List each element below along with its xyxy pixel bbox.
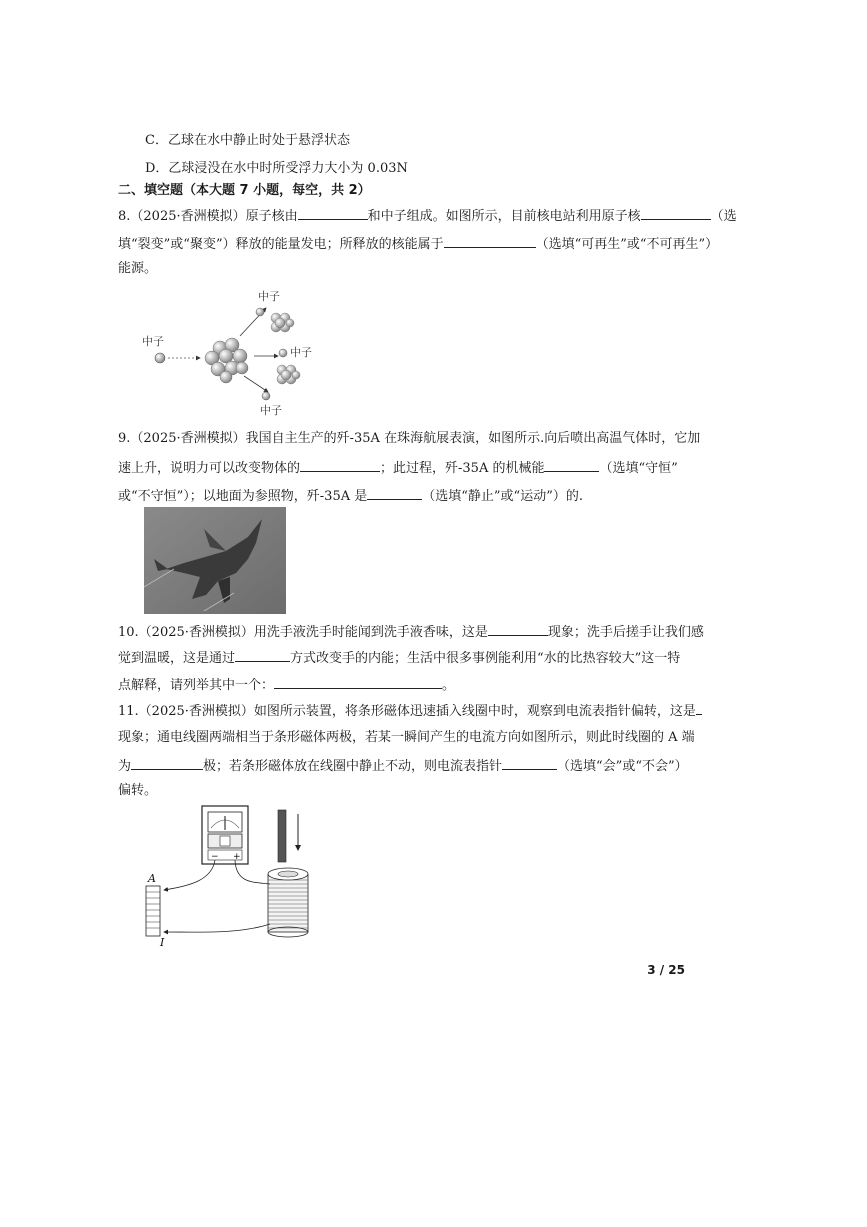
ammeter [202, 806, 248, 864]
q11-blank-3[interactable] [502, 756, 557, 770]
fission-label-top: 中子 [258, 290, 280, 303]
svg-text:+: + [233, 852, 241, 862]
q9-text-2a: 速上升，说明力可以改变物体的 [118, 461, 301, 476]
q10-text-3a: 点解释，请列举其中一个： [118, 678, 275, 693]
q9-blank-3[interactable] [367, 486, 422, 500]
fragment-bottom [277, 365, 300, 384]
q8-text-1b: 和中子组成。如图所示，目前核电站利用原子核 [367, 209, 641, 224]
page-number: 3 / 25 [647, 963, 685, 977]
fragment-top [271, 313, 294, 332]
q10-text-1b: 现象；洗手后搓手让我们感 [547, 625, 704, 640]
q10-text-3b: 。 [442, 678, 456, 693]
large-coil [268, 868, 308, 937]
q9-text-3b: （选填“静止”或“运动”）的. [422, 489, 583, 504]
current-label-i: I [160, 936, 165, 948]
bar-magnet [278, 810, 286, 862]
q8-text-2b: （选填“可再生”或“不可再生”） [535, 237, 719, 252]
q10-line-3 [118, 675, 455, 695]
jet-photo [144, 507, 286, 614]
q9-line-2 [118, 458, 678, 478]
neutron-top [256, 308, 264, 316]
q10-text-2a: 觉到温暖，这是通过 [118, 651, 236, 666]
induction-diagram [140, 800, 340, 948]
q8-line-2 [118, 234, 718, 254]
q10-text-1a: 10.（2025·香洲模拟）用洗手液洗手时能闻到洗手液香味，这是 [118, 625, 488, 640]
uranium-nucleus [205, 338, 248, 383]
svg-text:−: − [211, 852, 219, 862]
q10-line-2 [118, 648, 680, 668]
neutron-bottom [262, 392, 270, 400]
small-coil [146, 886, 160, 936]
wire-c [164, 924, 270, 932]
q8-text-2a: 填“裂变”或“聚变”）释放的能量发电；所释放的核能属于 [118, 237, 444, 252]
q9-line-3 [118, 486, 583, 506]
fission-label-left: 中子 [142, 335, 164, 348]
q11-text-3b: 极；若条形磁体放在线圈中静止不动，则电流表指针 [203, 759, 503, 774]
coil-label-a: A [148, 872, 156, 885]
q11-line-2: 现象；通电线圈两端相当于条形磁体两极，若某一瞬间产生的电流方向如图所示，则此时线圈的 A 端 [118, 730, 695, 745]
q11-text-1: 11.（2025·香洲模拟）如图所示装置，将条形磁体迅速插入线圈中时，观察到电流表指针偏转，这是 [118, 704, 696, 719]
option-d: D．乙球浸没在水中时所受浮力大小为 0.03N [145, 161, 408, 176]
q10-text-2b: 方式改变手的内能；生活中很多事例能利用“水的比热容较大”这一特 [290, 651, 681, 666]
q10-blank-3[interactable] [274, 675, 442, 689]
q11-blank-2[interactable] [131, 756, 203, 770]
q10-blank-2[interactable] [235, 648, 290, 662]
q11-line-1 [118, 701, 702, 721]
q9-blank-2[interactable] [544, 458, 599, 472]
q8-blank-3[interactable] [444, 234, 536, 248]
q9-text-3a: 或“不守恒”）；以地面为参照物，歼-35A 是 [118, 489, 368, 504]
q10-blank-1[interactable] [488, 622, 548, 636]
fission-label-mid: 中子 [290, 346, 312, 359]
option-c: C．乙球在水中静止时处于悬浮状态 [145, 133, 350, 148]
q8-line-1 [118, 206, 737, 226]
q8-blank-2[interactable] [641, 206, 711, 220]
q11-line-4: 偏转。 [118, 783, 158, 798]
section-title: 二、填空题（本大题 7 小题，每空，共 2） [118, 183, 371, 198]
arrow-down [244, 376, 268, 392]
fission-diagram [140, 288, 330, 418]
q10-line-1 [118, 622, 704, 642]
fission-label-bottom: 中子 [260, 404, 282, 417]
q11-line-3 [118, 756, 688, 776]
q9-text-2c: （选填“守恒” [599, 461, 678, 476]
q9-blank-1[interactable] [300, 458, 380, 472]
q11-blank-1[interactable] [696, 701, 702, 715]
q9-line-1: 9.（2025·香洲模拟）我国自主生产的歼-35A 在珠海航展表演，如图所示.向后喷出高温气体时，它加 [118, 431, 701, 446]
q8-text-1a: 8.（2025·香洲模拟）原子核由 [118, 209, 298, 224]
q11-text-3c: （选填“会”或“不会”） [557, 759, 688, 774]
q11-text-3a: 为 [118, 759, 132, 774]
neutron-mid [279, 349, 287, 357]
q8-line-3: 能源。 [118, 261, 158, 276]
incoming-neutron [155, 353, 165, 363]
q9-text-2b: ；此过程，歼-35A 的机械能 [380, 461, 545, 476]
q8-blank-1[interactable] [298, 206, 368, 220]
q8-text-1c: （选 [710, 209, 737, 224]
